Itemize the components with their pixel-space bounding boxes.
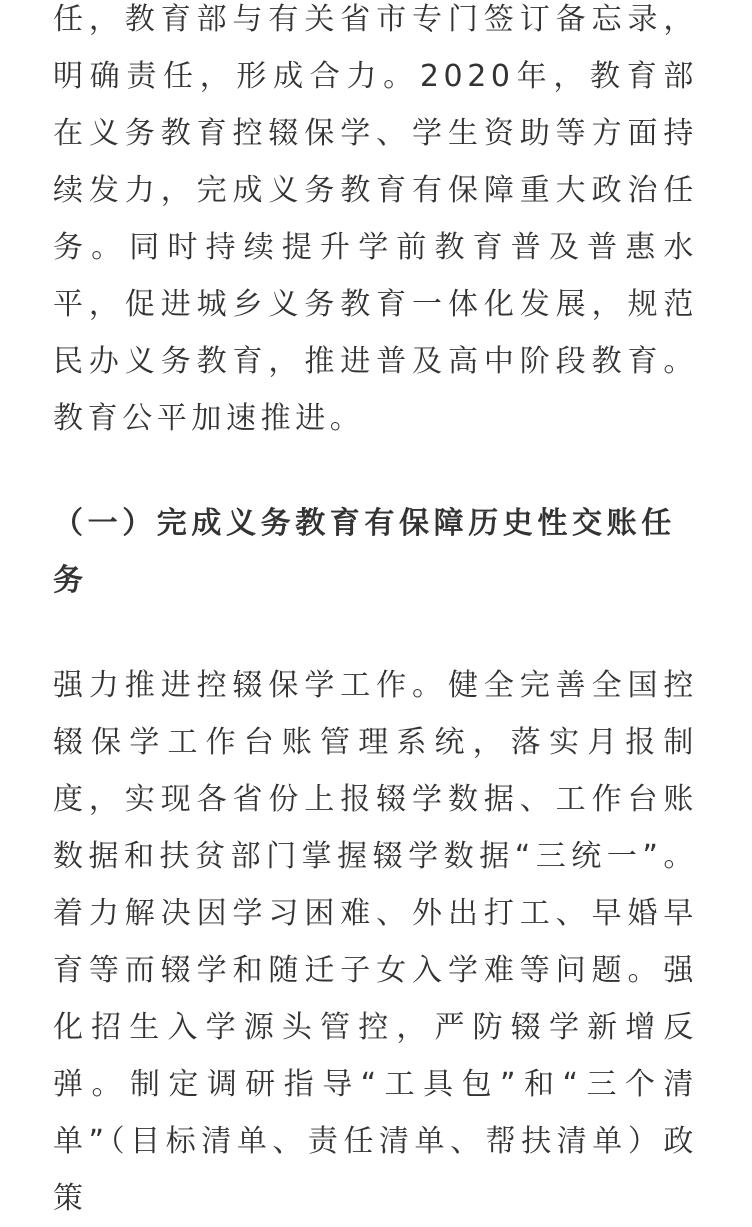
article-body (53, 0, 698, 1227)
paragraph-education-fairness: 任，教育部与有关省市专门签订备忘录，明确责任，形成合力。2020年，教育部在义务教育控辍保学、学生资助等方面持续发力，完成义务教育有保障重大政治任务。同时持续提升学前教育普及普惠水平，促进城乡义务教育一体化发展，规范民办义务教育，推进普及高中阶段教育。教育公平加速推进。 (53, 2, 698, 436)
paragraph-dropout-control: 强力推进控辍保学工作。健全完善全国控辍保学工作台账管理系统，落实月报制度，实现各省份上报辍学数据、工作台账数据和扶贫部门掌握辍学数据“三统一”。着力解决因学习困难、外出打工、早婚早育等而辍学和随迁子女入学难等问题。强化招生入学源头管控，严防辍学新增反弹。制定调研指导“工具包”和“三个清单”（目标清单、责任清单、帮扶清单）政策 (53, 668, 698, 1216)
paragraph-spacer (53, 609, 698, 657)
paragraph-spacer (53, 447, 698, 495)
section-heading: （一）完成义务教育有保障历史性交账任务 (53, 506, 676, 598)
